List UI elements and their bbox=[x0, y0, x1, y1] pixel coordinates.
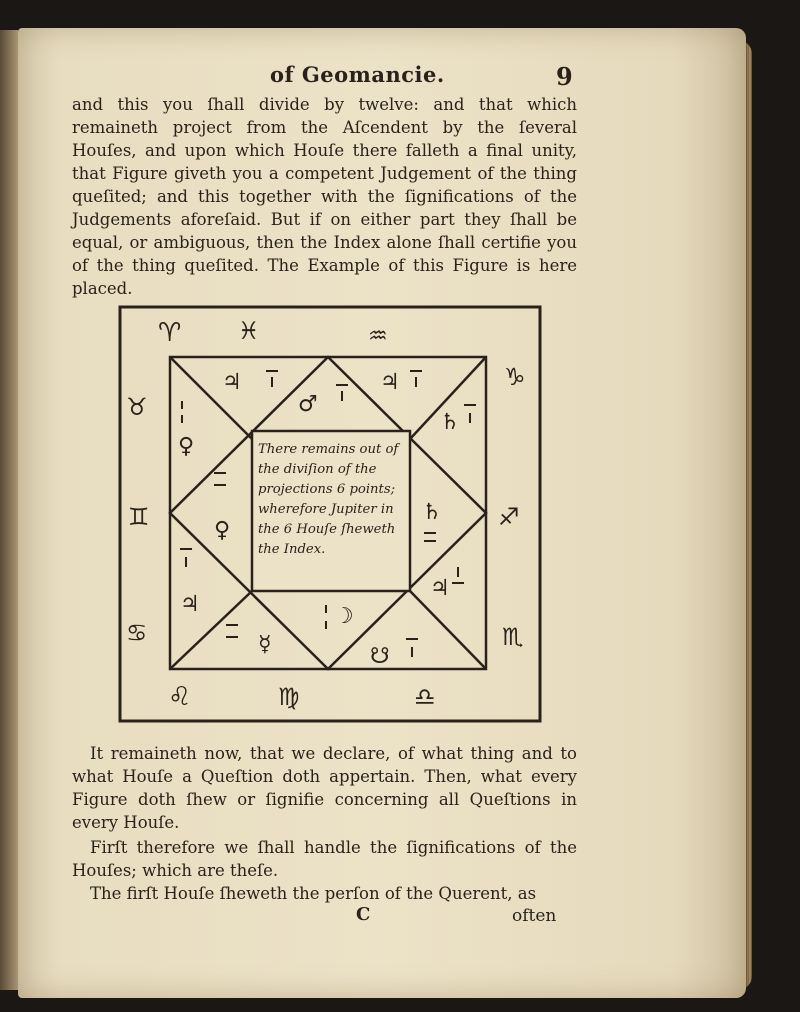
moon-glyph-h7: ☽ bbox=[334, 604, 354, 629]
jupiter-glyph-h9: ♃ bbox=[180, 592, 200, 617]
diag-br bbox=[410, 591, 486, 669]
aquarius-sign: ♒ bbox=[368, 324, 388, 349]
signature-mark: C bbox=[356, 904, 371, 925]
paragraph-significations: Firſt therefore we ſhall handle the ſignifications of the Houſes; which are theſe. bbox=[72, 838, 577, 880]
paragraph-intro: and this you ſhall divide by twelve: and that which remaineth project from the Aſcendent by the ſeveral Houſes, and upon which Houſe there falleth a final unity, that Figure giveth you a competent Judgement of the thing queſited; and this together with the ſignifications of the Judgements aforeſaid. But if on either part they ſhall be equal, or ambiguous, then the Index alone ſhall certifie you of the thing queſited. The Example of this Figure is here placed. bbox=[72, 95, 577, 298]
taurus-sign: ♉ bbox=[126, 393, 148, 421]
pisces-sign: ♓ bbox=[238, 317, 260, 345]
jupiter-glyph-h5: ♃ bbox=[430, 576, 450, 601]
left-page-edge bbox=[0, 30, 18, 990]
cancer-sign: ♋ bbox=[126, 619, 148, 647]
paragraph-houses: It remaineth now, that we declare, of what thing and to what Houſe a Queſtion doth appertain. Then, what every Figure doth ſhew or ſignifie concerning all Queſtions in every Houſe. bbox=[72, 744, 577, 832]
figure-note: There remains out of the diviſion of the projections 6 points; wherefore Jupiter in the 6 Houſe ſheweth the Index. bbox=[258, 442, 399, 557]
mars-glyph-h1: ♂ bbox=[298, 392, 318, 417]
page-number: 9 bbox=[556, 62, 573, 91]
catchword: often bbox=[512, 906, 557, 926]
leo-sign: ♌ bbox=[168, 682, 192, 712]
saturn-glyph-h4: ♄ bbox=[422, 500, 442, 525]
running-head: of Geomancie. bbox=[270, 62, 445, 87]
sagittarius-sign: ♐ bbox=[498, 503, 520, 531]
venus-glyph-h11: ♀ bbox=[178, 434, 195, 459]
aries-sign: ♈ bbox=[158, 318, 182, 348]
virgo-sign: ♍ bbox=[278, 683, 300, 711]
paragraph-first-house: The firſt Houſe ſheweth the perſon of the Querent, as bbox=[90, 884, 537, 903]
jupiter-glyph-h12: ♃ bbox=[222, 370, 242, 395]
dragon-tail-glyph-h6: ☋ bbox=[370, 644, 390, 669]
venus-glyph-h10: ♀ bbox=[214, 518, 231, 543]
saturn-glyph-h3: ♄ bbox=[440, 410, 460, 435]
libra-sign: ♎ bbox=[414, 683, 436, 711]
gemini-sign: ♊ bbox=[128, 503, 150, 531]
capricorn-sign: ♑ bbox=[504, 363, 526, 391]
mercury-glyph-h8: ☿ bbox=[258, 632, 272, 657]
jupiter-glyph-h2: ♃ bbox=[380, 370, 400, 395]
scorpio-sign: ♏ bbox=[502, 623, 524, 651]
